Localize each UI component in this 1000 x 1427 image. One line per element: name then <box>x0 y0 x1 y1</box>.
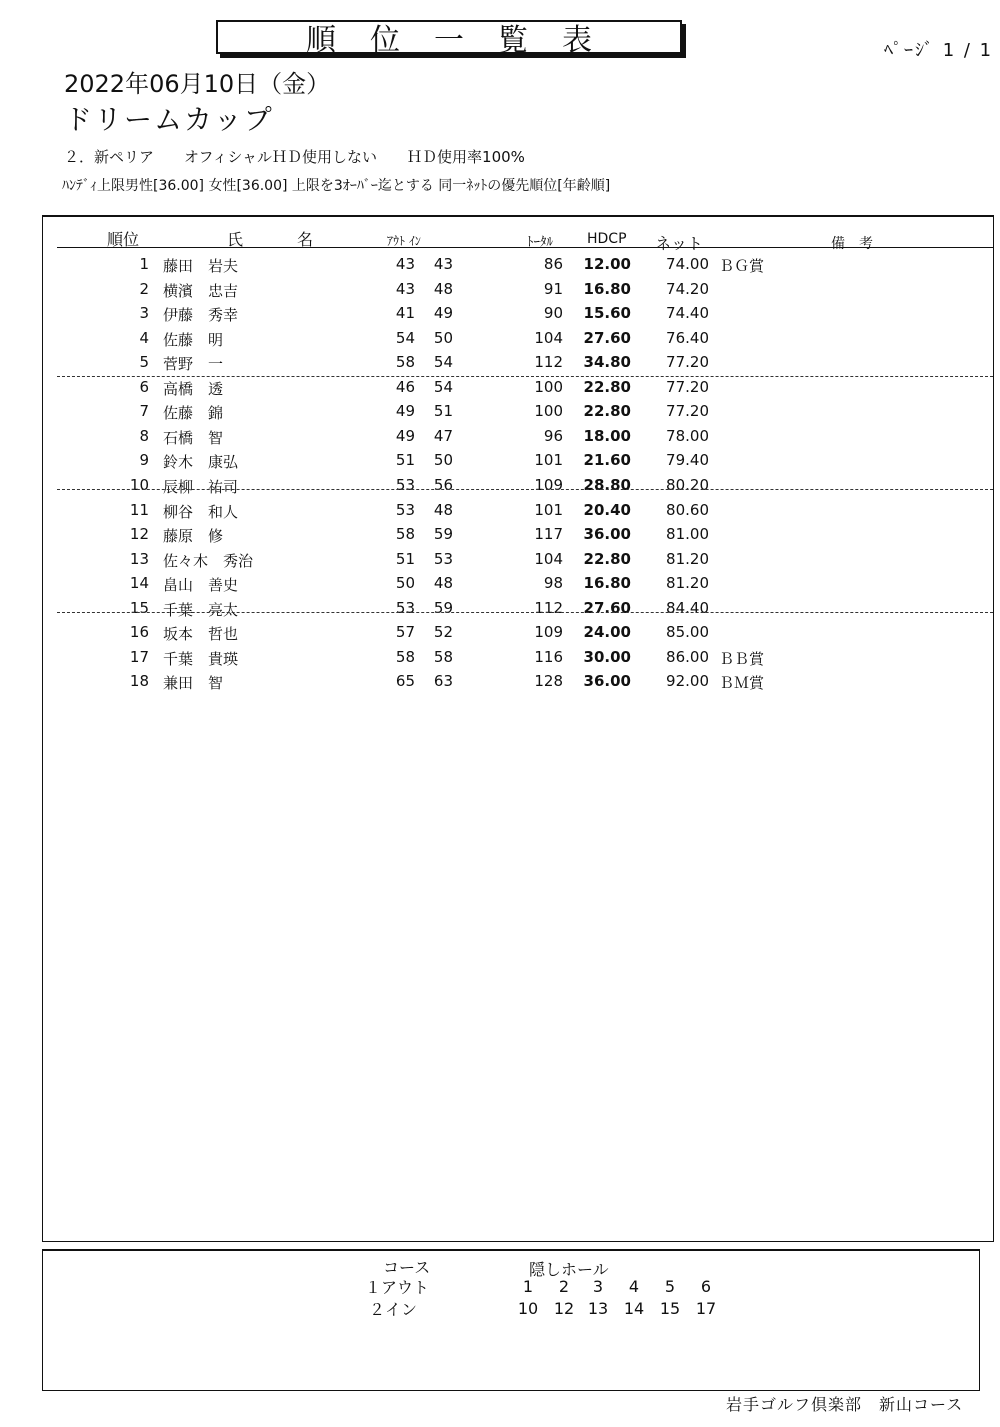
cell-name: 佐々木 秀治 <box>163 551 254 570</box>
cell-name: 辰柳 祐司 <box>163 477 239 496</box>
cell-in: 58 <box>433 647 453 666</box>
cell-total: 128 <box>534 672 563 691</box>
cell-in: 48 <box>433 500 453 519</box>
cell-name: 畠山 善史 <box>163 576 239 595</box>
club-name: 岩手ゴルフ倶楽部 新山コース <box>726 1395 964 1414</box>
cell-total: 104 <box>534 328 563 347</box>
cell-in: 48 <box>433 279 453 298</box>
cell-rank: 11 <box>129 500 149 519</box>
cell-total: 90 <box>543 304 563 323</box>
hidden-hole-number: 6 <box>700 1277 712 1296</box>
header-rank: 順位 <box>107 230 140 249</box>
cell-hdcp: 34.80 <box>583 353 631 372</box>
cell-net: 78.00 <box>666 426 709 445</box>
hidden-hole-number: 1 <box>522 1277 534 1296</box>
cell-name: 藤田 岩夫 <box>163 257 239 275</box>
cell-net: 81.00 <box>666 525 709 544</box>
cell-rank: 8 <box>139 426 149 445</box>
cell-rank: 7 <box>139 402 149 421</box>
cell-in: 48 <box>433 574 453 593</box>
cell-hdcp: 16.80 <box>583 574 631 593</box>
event-name: ドリームカップ <box>64 103 274 136</box>
cell-name: 佐藤 明 <box>163 330 224 349</box>
cell-name: 兼田 智 <box>163 674 224 693</box>
hidden-holes-panel <box>42 1249 980 1391</box>
cell-name: 千葉 貴瑛 <box>163 649 239 668</box>
cell-out: 54 <box>395 328 415 347</box>
cell-name: 柳谷 和人 <box>163 502 239 521</box>
course-name: １アウト <box>365 1278 430 1297</box>
cell-out: 58 <box>395 353 415 372</box>
table-row <box>43 548 993 572</box>
cell-hdcp: 22.80 <box>583 377 631 396</box>
cell-hdcp: 20.40 <box>583 500 631 519</box>
group-divider <box>57 489 993 490</box>
cell-rank: 2 <box>139 279 149 298</box>
table-row <box>43 425 993 449</box>
header-net: ネット <box>655 234 704 253</box>
hidden-hole-number: 17 <box>695 1299 717 1318</box>
cell-out: 43 <box>395 255 415 273</box>
table-row <box>43 597 993 621</box>
course-label: コース <box>383 1258 431 1277</box>
cell-total: 98 <box>543 574 563 593</box>
hidden-hole-number: 10 <box>517 1299 539 1318</box>
scoring-rule: ２．新ペリア オフィシャルＨＤ使用しない ＨＤ使用率100% <box>64 148 525 166</box>
cell-in: 47 <box>433 426 453 445</box>
cell-net: 84.40 <box>666 598 709 617</box>
event-date: 2022年06月10日（金） <box>64 70 331 98</box>
cell-net: 74.40 <box>666 304 709 323</box>
cell-total: 117 <box>534 525 563 544</box>
cell-net: 86.00 <box>666 647 709 666</box>
group-divider <box>57 612 993 613</box>
cell-out: 46 <box>395 377 415 396</box>
cell-hdcp: 28.80 <box>583 475 631 494</box>
cell-in: 53 <box>433 549 453 568</box>
table-row <box>43 253 993 277</box>
cell-net: 80.60 <box>666 500 709 519</box>
cell-in: 52 <box>433 623 453 642</box>
cell-out: 50 <box>395 574 415 593</box>
group-divider <box>57 376 993 377</box>
cell-net: 77.20 <box>666 402 709 421</box>
cell-hdcp: 15.60 <box>583 304 631 323</box>
cell-total: 96 <box>543 426 563 445</box>
cell-rank: 14 <box>129 574 149 593</box>
hidden-hole-number: 14 <box>623 1299 645 1318</box>
cell-in: 54 <box>433 353 453 372</box>
page-number: ﾍﾟｰｼﾞ 1 / 1 <box>884 40 994 61</box>
cell-total: 100 <box>534 377 563 396</box>
cell-rank: 17 <box>129 647 149 666</box>
cell-hdcp: 16.80 <box>583 279 631 298</box>
cell-hdcp: 36.00 <box>583 672 631 691</box>
table-row <box>43 376 993 400</box>
cell-net: 81.20 <box>666 549 709 568</box>
cell-note: ＢＢ賞 <box>719 649 765 668</box>
cell-total: 86 <box>543 255 563 273</box>
header-total: ﾄｰﾀﾙ <box>527 235 553 250</box>
cell-in: 50 <box>433 328 453 347</box>
cell-out: 58 <box>395 525 415 544</box>
cell-out: 65 <box>395 672 415 691</box>
header-name-2: 名 <box>297 230 314 249</box>
cell-rank: 18 <box>129 672 149 691</box>
table-row <box>43 474 993 498</box>
table-row <box>43 351 993 375</box>
cell-out: 53 <box>395 500 415 519</box>
cell-out: 57 <box>395 623 415 642</box>
hidden-hole-number: 3 <box>592 1277 604 1296</box>
cell-total: 112 <box>534 598 563 617</box>
cell-rank: 13 <box>129 549 149 568</box>
hidden-hole-number: 5 <box>664 1277 676 1296</box>
table-row <box>43 278 993 302</box>
cell-hdcp: 21.60 <box>583 451 631 470</box>
cell-note: ＢＧ賞 <box>719 257 765 275</box>
cell-name: 藤原 修 <box>163 527 224 546</box>
cell-net: 74.20 <box>666 279 709 298</box>
hidden-hole-number: 13 <box>587 1299 609 1318</box>
cell-net: 77.20 <box>666 377 709 396</box>
hidden-hole-number: 15 <box>659 1299 681 1318</box>
cell-net: 81.20 <box>666 574 709 593</box>
cell-net: 85.00 <box>666 623 709 642</box>
cell-name: 伊藤 秀幸 <box>163 306 239 325</box>
cell-out: 49 <box>395 402 415 421</box>
table-row <box>43 327 993 351</box>
header-hdcp: HDCP <box>587 231 627 247</box>
hidden-hole-number: 4 <box>628 1277 640 1296</box>
handicap-rule: ﾊﾝﾃﾞｨ上限男性[36.00] 女性[36.00] 上限を3ｵｰﾊﾞｰ迄とする 同一ﾈｯﾄの優先順位[年齢順] <box>62 178 611 194</box>
cell-rank: 4 <box>139 328 149 347</box>
cell-rank: 16 <box>129 623 149 642</box>
hidden-holes-label: 隠しホール <box>529 1260 609 1279</box>
cell-hdcp: 27.60 <box>583 328 631 347</box>
cell-note: ＢＭ賞 <box>719 674 765 693</box>
results-table <box>42 215 994 1242</box>
cell-out: 41 <box>395 304 415 323</box>
cell-name: 千葉 亮太 <box>163 600 239 619</box>
cell-total: 100 <box>534 402 563 421</box>
cell-rank: 5 <box>139 353 149 372</box>
hidden-hole-number: 12 <box>553 1299 575 1318</box>
table-row <box>43 572 993 596</box>
cell-name: 高橋 透 <box>163 379 224 398</box>
cell-hdcp: 22.80 <box>583 549 631 568</box>
cell-hdcp: 30.00 <box>583 647 631 666</box>
cell-name: 鈴木 康弘 <box>163 453 239 472</box>
cell-name: 佐藤 錦 <box>163 404 224 423</box>
cell-in: 63 <box>433 672 453 691</box>
cell-in: 59 <box>433 525 453 544</box>
cell-total: 91 <box>543 279 563 298</box>
cell-in: 56 <box>433 475 453 494</box>
cell-total: 104 <box>534 549 563 568</box>
cell-hdcp: 18.00 <box>583 426 631 445</box>
cell-out: 53 <box>395 475 415 494</box>
cell-in: 54 <box>433 377 453 396</box>
cell-rank: 15 <box>129 598 149 617</box>
table-row <box>43 302 993 326</box>
table-row <box>43 670 993 694</box>
cell-in: 49 <box>433 304 453 323</box>
cell-net: 80.20 <box>666 475 709 494</box>
table-row <box>43 449 993 473</box>
cell-rank: 6 <box>139 377 149 396</box>
cell-out: 58 <box>395 647 415 666</box>
cell-rank: 12 <box>129 525 149 544</box>
cell-hdcp: 24.00 <box>583 623 631 642</box>
cell-out: 51 <box>395 451 415 470</box>
hidden-hole-number: 2 <box>558 1277 570 1296</box>
cell-hdcp: 22.80 <box>583 402 631 421</box>
table-row <box>43 646 993 670</box>
cell-rank: 9 <box>139 451 149 470</box>
cell-rank: 1 <box>139 255 149 273</box>
cell-out: 49 <box>395 426 415 445</box>
cell-in: 43 <box>433 255 453 273</box>
cell-name: 菅野 一 <box>163 355 224 374</box>
page-title: 順位一覧表 <box>216 20 682 54</box>
cell-in: 50 <box>433 451 453 470</box>
cell-out: 51 <box>395 549 415 568</box>
cell-total: 101 <box>534 500 563 519</box>
cell-total: 109 <box>534 623 563 642</box>
cell-name: 石橋 智 <box>163 428 224 447</box>
table-row <box>43 621 993 645</box>
cell-rank: 10 <box>129 475 149 494</box>
cell-total: 109 <box>534 475 563 494</box>
cell-name: 坂本 哲也 <box>163 625 239 644</box>
header-out-in: ｱｳﾄ ｲﾝ <box>387 234 421 248</box>
header-divider <box>57 247 993 248</box>
cell-net: 79.40 <box>666 451 709 470</box>
cell-rank: 3 <box>139 304 149 323</box>
cell-in: 51 <box>433 402 453 421</box>
cell-hdcp: 12.00 <box>583 255 631 273</box>
cell-name: 横濱 忠吉 <box>163 281 239 300</box>
cell-net: 77.20 <box>666 353 709 372</box>
table-row <box>43 499 993 523</box>
cell-total: 112 <box>534 353 563 372</box>
table-row <box>43 400 993 424</box>
cell-hdcp: 27.60 <box>583 598 631 617</box>
cell-in: 59 <box>433 598 453 617</box>
header-name-1: 氏 <box>227 230 244 249</box>
cell-net: 92.00 <box>666 672 709 691</box>
cell-hdcp: 36.00 <box>583 525 631 544</box>
cell-total: 116 <box>534 647 563 666</box>
cell-net: 74.00 <box>666 255 709 273</box>
cell-out: 53 <box>395 598 415 617</box>
cell-total: 101 <box>534 451 563 470</box>
table-row <box>43 523 993 547</box>
course-name: ２イン <box>369 1300 418 1319</box>
cell-net: 76.40 <box>666 328 709 347</box>
header-note: 備 考 <box>831 236 873 252</box>
cell-out: 43 <box>395 279 415 298</box>
